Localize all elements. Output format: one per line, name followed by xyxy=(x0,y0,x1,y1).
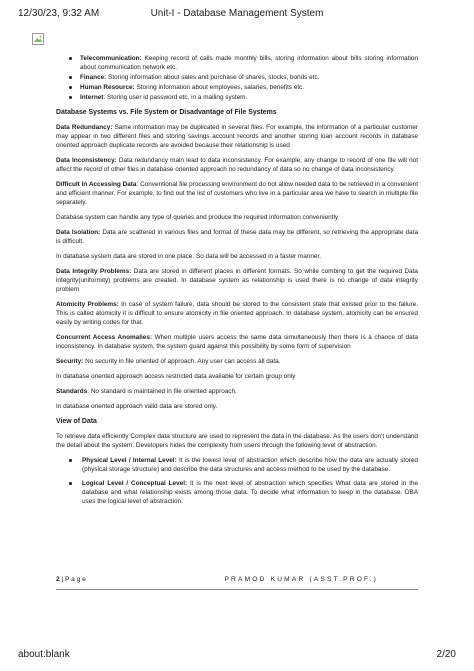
page-number: 2 | P a g e xyxy=(56,576,86,583)
broken-image-icon xyxy=(32,33,44,45)
print-header xyxy=(18,8,456,22)
list-item: Logical Level / Conceptual Level: It is the next level of abstraction which specifies What data are stored in the database and what relationship exists among those data. To decide what information to keep in the database. DBA uses the logical level of abstraction. xyxy=(82,480,418,505)
list-item: Finance: Storing information about sales and purchase of shares, stocks, bonds etc. xyxy=(80,73,418,82)
print-url: about:blank xyxy=(18,649,70,660)
page-footer xyxy=(56,576,418,588)
document-body xyxy=(56,54,418,511)
footer-divider xyxy=(56,589,418,590)
print-title: Unit-I - Database Management System xyxy=(150,8,324,19)
intro-bullet-list xyxy=(56,54,418,102)
list-item: Physical Level / Internal Level: It is the lowest level of abstraction which describe how the data are actually stored (physical storage structure) and describe the data structures and access method to be used by the database. xyxy=(82,457,418,473)
list-item: Internet: Storing user id password etc. in a mailing system. xyxy=(80,93,418,102)
paragraph: Concurrent Access Anomalies: When multiple users access the same data simultaneously then there is a chance of data inconsistency. In database system, the system guard against this possibility by some form of supervision xyxy=(56,334,418,350)
print-footer xyxy=(18,649,456,663)
paragraph: Data Inconsistency: Data redundancy main lead to data inconsistency. For example, any change to record of one file will not affect the record of other files in database oriented approach no redundancy of data so no change of data inconsistency. xyxy=(56,157,419,173)
paragraph: In database oriented approach valid data are stored only. xyxy=(56,403,218,410)
list-item: Human Resource: Storing information about employees, salaries, benefits etc. xyxy=(80,83,418,92)
paragraph: In database oriented approach access restricted data available for certain group only xyxy=(56,373,296,380)
paragraph: In database system data are stored in one place. So data will be accessed in a faster manner. xyxy=(56,253,322,260)
list-item: Telecommunication: Keeping record of calls made monthly bills, storing information about bills storing information about communication network etc. xyxy=(80,55,418,71)
paragraph: Atomicity Problems: In case of system failure, data should be stored to the consistent state that existed prior to the failure. This is called atomicity it is difficult to ensure atomicity in file oriented approach. In database system, atomicity can be ensured easily by writing codes for that. xyxy=(56,301,418,326)
section-heading: View of Data xyxy=(56,418,97,425)
author-name: PRAMOD KUMAR (ASST.PROF.) xyxy=(224,576,378,583)
section-heading: Database Systems vs. File System or Disadvantage of File Systems xyxy=(56,109,277,116)
paragraph: Security: No security in file oriented of approach. Any user can access all data. xyxy=(56,358,281,365)
paragraph: To retrieve data efficiently Complex data structure are used to represent the data in the database. As the users don't understand the detail about the system. Developers hides the complexity from users through the following level of abstraction. xyxy=(56,433,418,449)
levels-bullet-list xyxy=(56,456,418,506)
paragraph: Data Isolation: Data are scattered in various files and format of these data may be different, so retrieving the appropriate data is difficult. xyxy=(56,229,418,245)
print-datetime: 12/30/23, 9:32 AM xyxy=(18,8,100,19)
print-page-count: 2/20 xyxy=(436,649,456,660)
paragraph: Standards: No standard is maintained in file oriented approach. xyxy=(56,388,237,395)
paragraph: Data Integrity Problems: Data are stored in different places in different formats. So while combing to get the required Data integrity(uniformity) problems are created. In database system as relationship is used there is no change of data integrity problem xyxy=(56,268,418,293)
paragraph: Database system can handle any type of queries and produce the required information conveniently xyxy=(56,214,339,221)
paragraph: Difficult in Accessing Data: Conventional file processing environment do not allow needed data to be retrieved in a convenient and efficient manner. For example, to find out the list of customers who live in a particular area we have to search in multiple file separately. xyxy=(56,181,419,206)
paragraph: Data Redundancy: Same information may be duplicated in several files. For example, the information of a particular customer may appear in two different files and storing savings account records and another storing loan account records in database oriented approach duplicate records are avoided because their relationship is used xyxy=(56,124,418,149)
